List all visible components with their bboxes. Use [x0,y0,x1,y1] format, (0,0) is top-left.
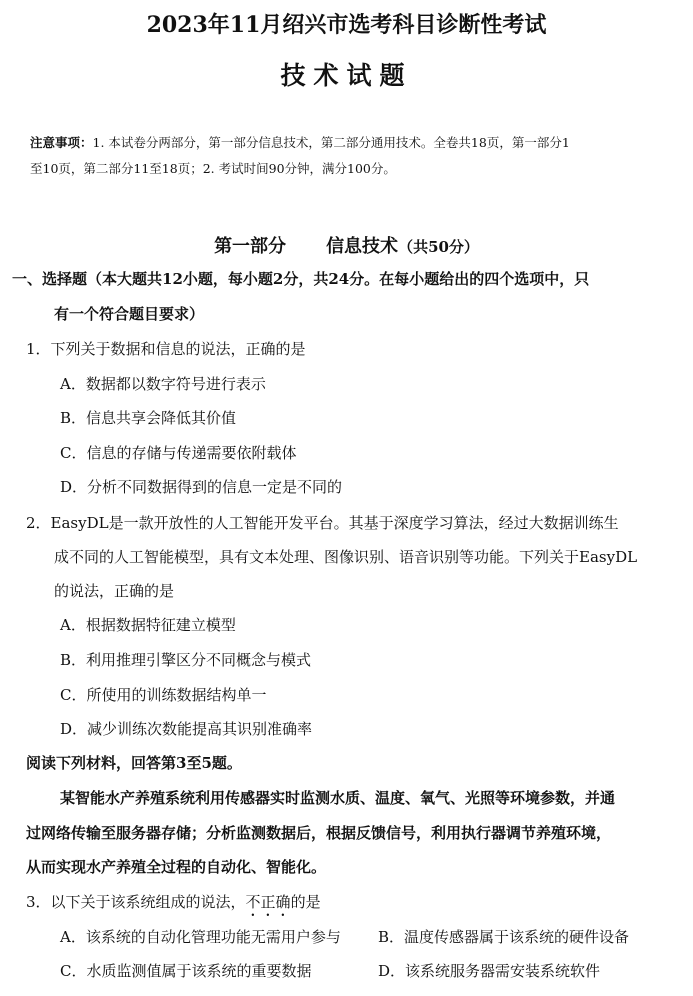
question-3-stem-prefix: 3．以下关于该系统组成的说法， [26,893,246,911]
exam-notice [30,130,670,182]
question-1-option-c: C．信息的存储与传递需要依附载体 [60,444,297,462]
choice-section-heading-line1: 一、选择题（本大题共12小题，每小题2分，共24分。在每小题给出的四个选项中，只 [12,270,590,288]
part1-heading [0,232,693,258]
question-2-stem-line2: 成不同的人工智能模型，具有文本处理、图像识别、语音识别等功能。下列关于EasyDL [54,548,638,566]
question-3-option-d: D．该系统服务器需安装系统软件 [378,962,601,980]
question-1-option-a: A．数据都以数字符号进行表示 [60,375,266,393]
question-2-stem-line3: 的说法，正确的是 [54,582,175,600]
subject-title: 技术试题 [280,61,413,90]
reading-instruction: 阅读下列材料，回答第3至5题。 [26,754,242,772]
choice-section-heading-line2: 有一个符合题目要求） [54,305,205,323]
question-3-option-c: C．水质监测值属于该系统的重要数据 [60,962,312,980]
question-2-option-a: A．根据数据特征建立模型 [60,616,236,634]
question-3-option-a: A．该系统的自动化管理功能无需用户参与 [60,928,341,946]
part1-name: 第一部分 [214,236,287,257]
question-2-stem-line1: 2．EasyDL是一款开放性的人工智能开发平台。其基于深度学习算法，经过大数据训练生 [26,514,619,532]
question-3-stem-suffix: 的是 [290,893,321,911]
reading-material-line2: 过网络传输至服务器存储；分析监测数据后，根据反馈信号，利用执行器调节养殖环境， [26,824,612,842]
notice-text-line1: 1. 本试卷分两部分，第一部分信息技术，第二部分通用技术。全卷共18页，第一部分1 [92,135,570,150]
question-1-stem: 1．下列关于数据和信息的说法，正确的是 [26,340,306,358]
exam-title: 2023年11月绍兴市选考科目诊断性考试 [146,12,547,38]
notice-label: 注意事项： [30,135,93,150]
reading-material-line1: 某智能水产养殖系统利用传感器实时监测水质、温度、氧气、光照等环境参数，并通 [60,789,616,807]
question-2-option-d: D．减少训练次数能提高其识别准确率 [60,720,313,738]
question-3-stem [26,891,321,920]
question-3-stem-emphasis: 不正确 [245,893,291,911]
part1-points: （共50分） [398,238,479,256]
question-2-option-b: B．利用推理引擎区分不同概念与模式 [60,651,312,669]
question-1-option-b: B．信息共享会降低其价值 [60,409,237,427]
reading-material-line3: 从而实现水产养殖全过程的自动化、智能化。 [26,858,327,876]
question-3-option-b: B．温度传感器属于该系统的硬件设备 [378,928,630,946]
question-1-option-d: D．分析不同数据得到的信息一定是不同的 [60,478,343,496]
part1-subject: 信息技术 [326,236,399,257]
notice-text-line2: 至10页，第二部分11至18页；2. 考试时间90分钟，满分100分。 [30,161,396,176]
question-2-option-c: C．所使用的训练数据结构单一 [60,686,267,704]
